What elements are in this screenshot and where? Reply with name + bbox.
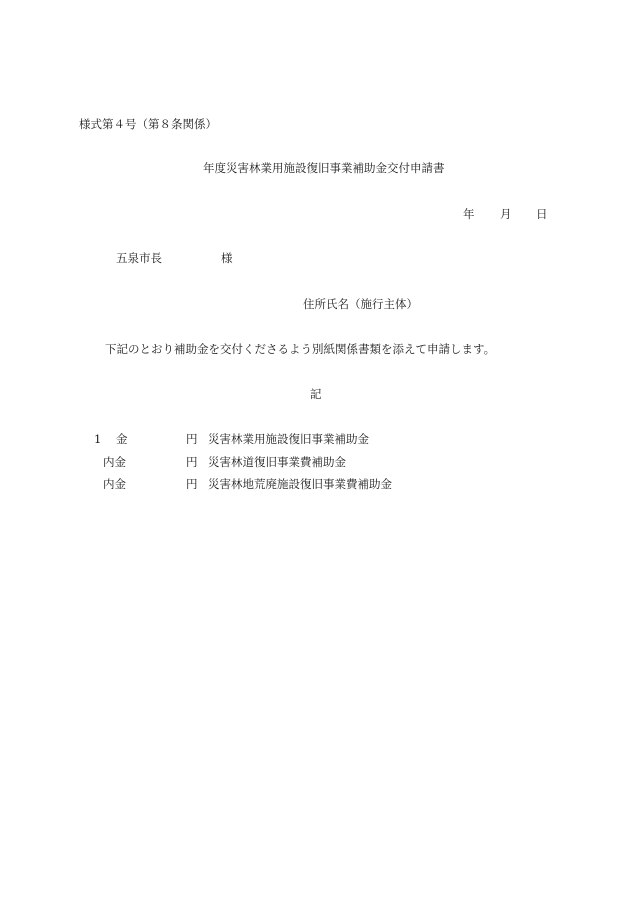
form-number: 様式第４号（第８条関係）: [79, 117, 217, 131]
addressee-name: 五泉市長: [116, 251, 162, 265]
amount-label: 内金: [103, 477, 126, 491]
applicant-label: 住所氏名（施行主体）: [303, 297, 418, 311]
amount-label: 金: [116, 432, 128, 446]
amount-row-forest-road: [0, 455, 630, 469]
date-day-label: 日: [536, 207, 548, 221]
yen-unit: 円: [186, 477, 198, 491]
amount-description: 災害林業用施設復旧事業補助金: [208, 432, 369, 446]
yen-unit: 円: [186, 455, 198, 469]
yen-unit: 円: [186, 432, 198, 446]
application-statement: 下記のとおり補助金を交付くださるよう別紙関係書類を添えて申請します。: [105, 342, 496, 356]
addressee-honorific: 様: [221, 251, 233, 265]
date-year-label: 年: [463, 207, 475, 221]
ki-heading: 記: [310, 387, 322, 401]
document-title: 年度災害林業用施設復旧事業補助金交付申請書: [203, 161, 445, 175]
item-number: 1: [94, 432, 102, 446]
amount-description: 災害林道復旧事業費補助金: [208, 455, 346, 469]
amount-description: 災害林地荒廃施設復旧事業費補助金: [208, 477, 392, 491]
amount-row-forest-land: [0, 477, 630, 491]
amount-label: 内金: [103, 455, 126, 469]
date-month-label: 月: [500, 207, 512, 221]
amount-row-total: [0, 432, 630, 446]
